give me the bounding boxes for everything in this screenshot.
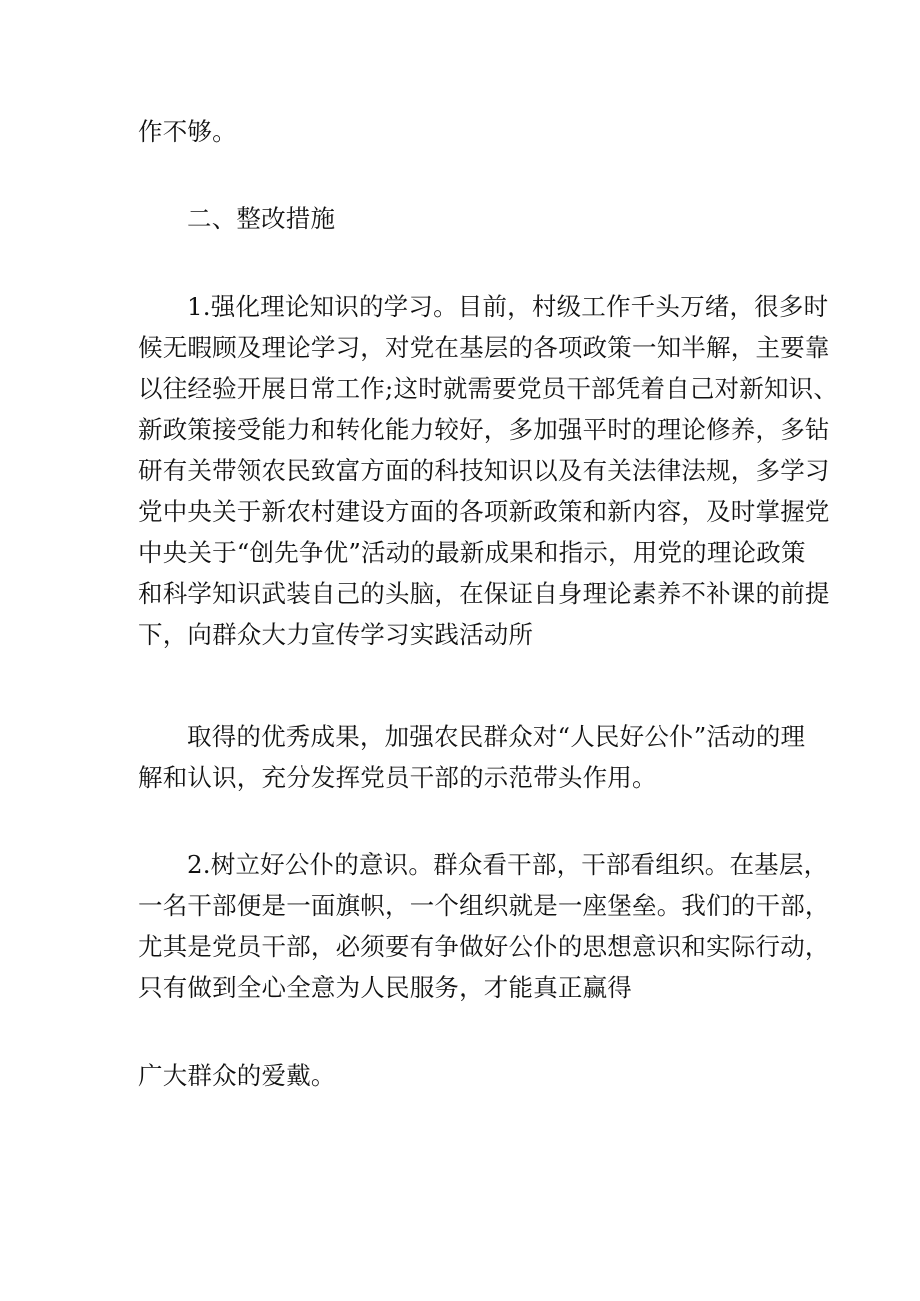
- text-line: 以往经验开展日常工作;这时就需要党员干部凭着自己对新知识、: [138, 374, 839, 403]
- text-line: 和科学知识武装自己的头脑，在保证自身理论素养不补课的前提: [138, 579, 830, 608]
- text-line: 候无暇顾及理论学习，对党在基层的各项政策一知半解，主要靠: [138, 333, 830, 362]
- text-line: 中央关于“创先争优”活动的最新成果和指示，用党的理论政策: [138, 538, 806, 567]
- text-line: 1.强化理论知识的学习。目前，村级工作千头万绪，很多时: [187, 292, 829, 321]
- text-line: 新政策接受能力和转化能力较好，多加强平时的理论修养，多钻: [138, 415, 830, 444]
- text-line: 尤其是党员干部，必须要有争做好公仆的思想意识和实际行动，: [138, 932, 830, 961]
- text-line: 只有做到全心全意为人民服务，才能真正赢得: [138, 973, 632, 1002]
- text-line: 一名干部便是一面旗帜，一个组织就是一座堡垒。我们的干部，: [138, 891, 830, 920]
- text-line: 研有关带领农民致富方面的科技知识以及有关法律法规，多学习: [138, 456, 830, 485]
- text-line: 解和认识，充分发挥党员干部的示范带头作用。: [138, 763, 657, 792]
- text-line: 作不够。: [138, 117, 237, 146]
- text-line: 党中央关于新农村建设方面的各项新政策和新内容，及时掌握党: [138, 497, 830, 526]
- text-line: 2.树立好公仆的意识。群众看干部，干部看组织。在基层，: [187, 850, 829, 879]
- text-line: 下，向群众大力宣传学习实践活动所: [138, 620, 534, 649]
- section-heading: 二、整改措施: [187, 204, 336, 233]
- text-line: 取得的优秀成果，加强农民群众对“人民好公仆”活动的理: [187, 722, 806, 751]
- text-line: 广大群众的爱戴。: [138, 1061, 336, 1090]
